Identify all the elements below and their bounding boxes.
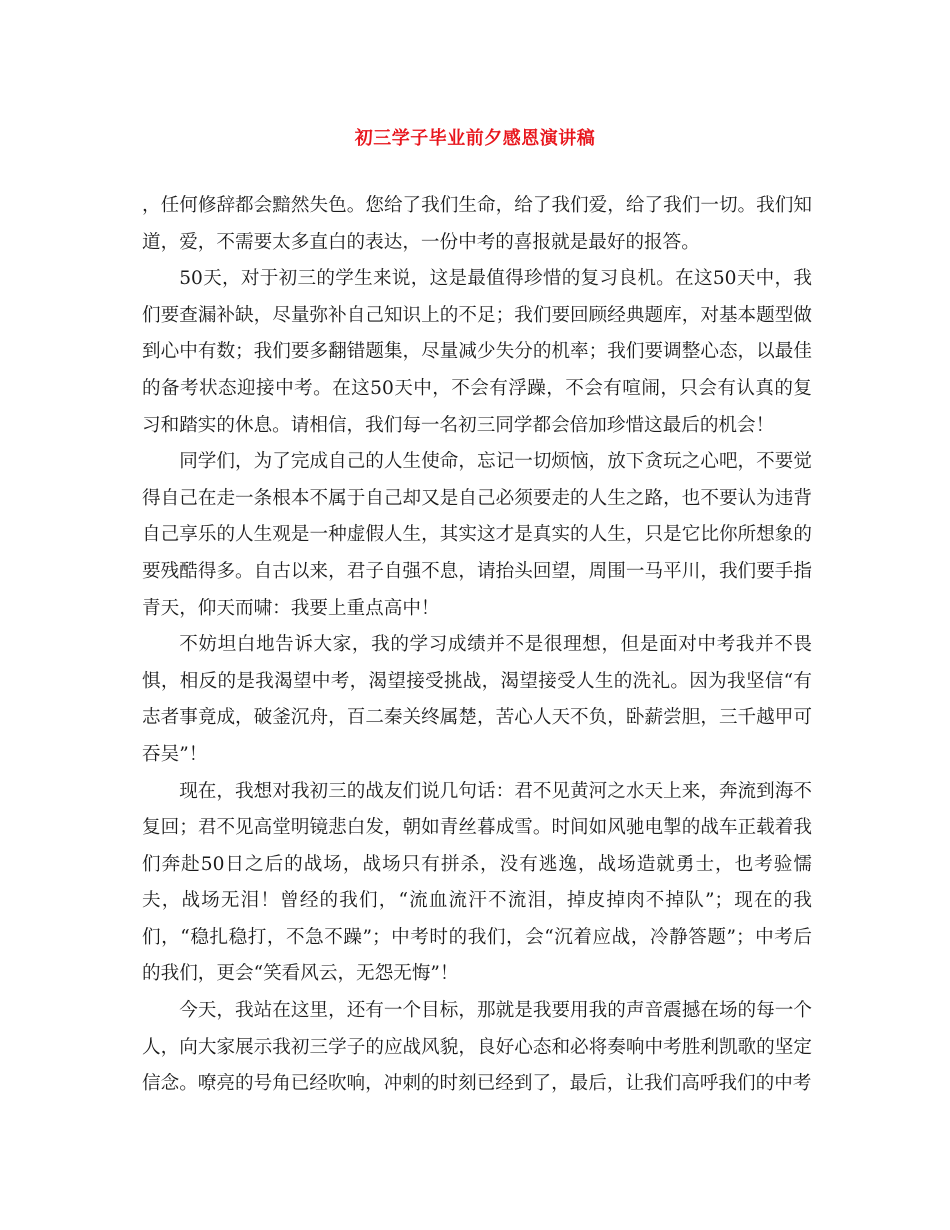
paragraph-5: 现在，我想对我初三的战友们说几句话：君不见黄河之水天上来，奔流到海不复回；君不见高堂明镜悲白发，朝如青丝暮成雪。时间如风驰电掣的战车正载着我们奔赴50日之后的战场，战场只有拼杀，没有逃逸，战场造就勇士，也考验懦夫，战场无泪！曾经的我们，“流血流汗不流泪，掉皮掉肉不掉队”；现在的我们，“稳扎稳打，不急不躁”；中考时的我们，会“沉着应战，冷静答题”；中考后的我们，更会“笑看风云，无怨无悔”！ [142, 780, 812, 985]
document-title: 初三学子毕业前夕感恩演讲稿 [354, 128, 596, 149]
paragraph-1: ，任何修辞都会黯然失色。您给了我们生命，给了我们爱，给了我们一切。我们知道，爱，不需要太多直白的表达，一份中考的喜报就是最好的报答。 [142, 195, 812, 253]
paragraph-4: 不妨坦白地告诉大家，我的学习成绩并不是很理想，但是面对中考我并不畏惧，相反的是我渴望中考，渴望接受挑战，渴望接受人生的洗礼。因为我坚信“有志者事竟成，破釜沉舟，百二秦关终属楚，苦心人天不负，卧薪尝胆，三千越甲可吞吴”！ [142, 634, 812, 765]
paragraph-6: 今天，我站在这里，还有一个目标，那就是我要用我的声音震撼在场的每一个人，向大家展示我初三学子的应战风貌，良好心态和必将奏响中考胜利凯歌的坚定信念。嘹亮的号角已经吹响，冲刺的时刻已经到了，最后，让我们高呼我们的中考 [142, 1000, 812, 1095]
paragraph-3: 同学们，为了完成自己的人生使命，忘记一切烦恼，放下贪玩之心吧，不要觉得自己在走一条根本不属于自己却又是自己必须要走的人生之路，也不要认为违背自己享乐的人生观是一种虚假人生，其实这才是真实的人生，只是它比你所想象的要残酷得多。自古以来，君子自强不息，请抬头回望，周围一马平川，我们要手指青天，仰天而啸：我要上重点高中！ [142, 451, 812, 619]
paragraph-2: 50天，对于初三的学生来说，这是最值得珍惜的复习良机。在这50天中，我们要查漏补缺，尽量弥补自己知识上的不足；我们要回顾经典题库，对基本题型做到心中有数；我们要多翻错题集，尽量减少失分的机率；我们要调整心态，以最佳的备考状态迎接中考。在这50天中，不会有浮躁，不会有喧闹，只会有认真的复习和踏实的休息。请相信，我们每一名初三同学都会倍加珍惜这最后的机会！ [142, 268, 812, 436]
document-body [142, 188, 812, 1103]
